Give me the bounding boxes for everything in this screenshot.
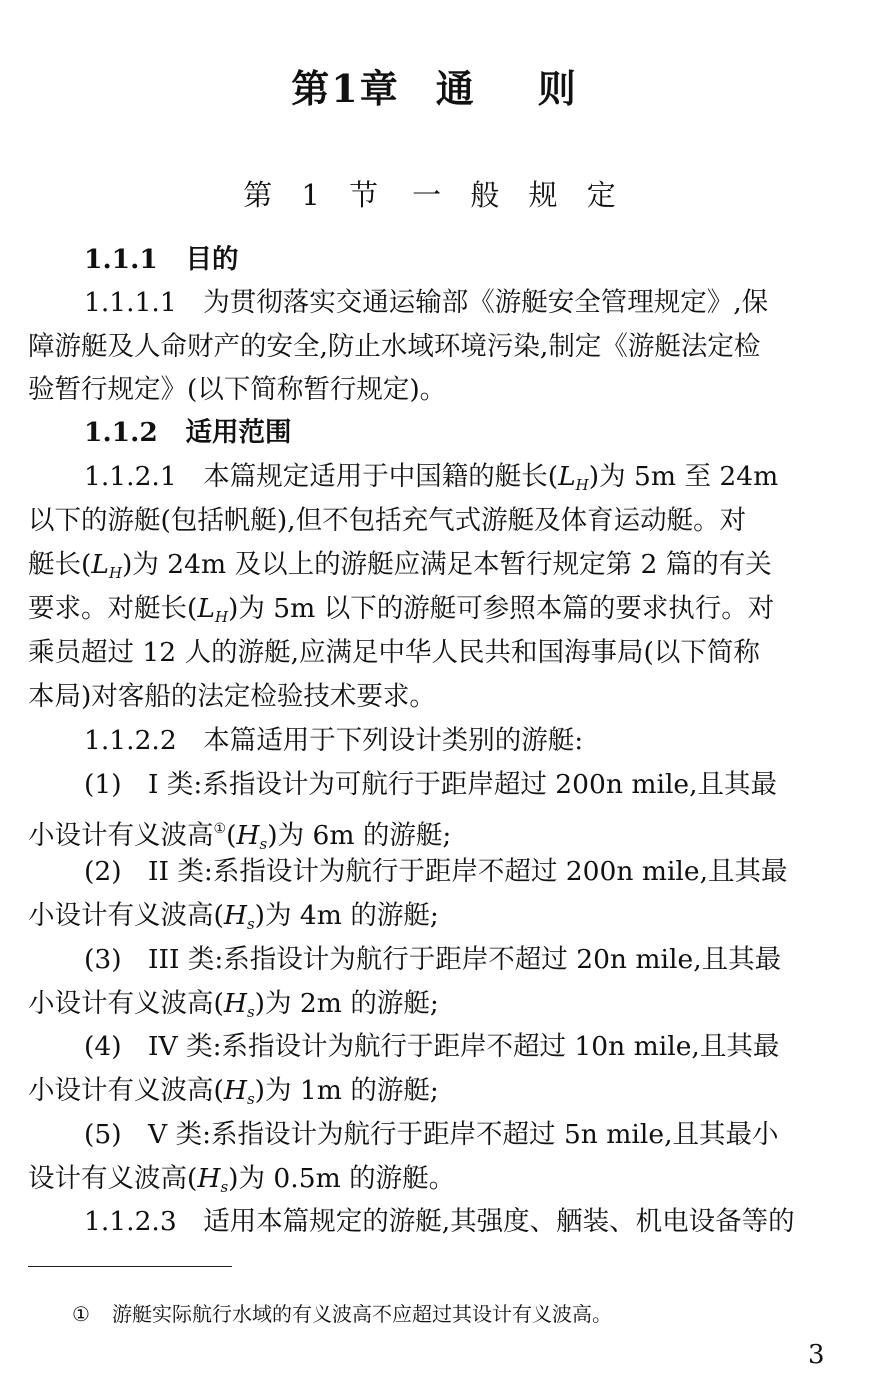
list-item-line: (1) I 类:系指设计为可航行于距岸超过 200n mile,且其最 [84,769,778,800]
page-number: 3 [808,1340,825,1370]
paragraph-line: 1.1.2.2 本篇适用于下列设计类别的游艇: [84,725,584,756]
paragraph-line: 1.1.2.1 本篇规定适用于中国籍的艇长$(L_H)$为 5m 至 24m [84,461,779,494]
list-item-line: 设计有义波高$(H_s)$为 0.5m 的游艇。 [28,1163,456,1196]
paragraph-line: 要求。对艇长$(L_H)$为 5m 以下的游艇可参照本篇的要求执行。对 [28,593,775,626]
list-item-line: 小设计有义波高$(H_s)$为 1m 的游艇; [28,1075,439,1108]
list-item-line: (2) II 类:系指设计为航行于距岸不超过 200n mile,且其最 [84,856,788,887]
chapter-title: 第1章 通 则 [291,66,578,111]
footnote-ref: ① [213,821,227,837]
paragraph-line: 验暂行规定》(以下简称暂行规定)。 [28,374,447,405]
list-item-line: (4) IV 类:系指设计为航行于距岸不超过 10n mile,且其最 [84,1031,780,1062]
heading-1-1-1: 1.1.1 目的 [84,244,239,275]
paragraph-line: 以下的游艇(包括帆艇),但不包括充气式游艇及体育运动艇。对 [28,505,747,536]
list-item-line: (5) V 类:系指设计为航行于距岸不超过 5n mile,且其最小 [84,1119,779,1150]
list-item-line: (3) III 类:系指设计为航行于距岸不超过 20n mile,且其最 [84,944,782,975]
section-title: 第 1 节 一 般 规 定 [243,178,626,212]
paragraph-line: 艇长$(L_H)$为 24m 及以上的游艇应满足本暂行规定第 2 篇的有关 [28,549,772,582]
paragraph-line: 乘员超过 12 人的游艇,应满足中华人民共和国海事局(以下简称 [28,637,760,668]
paragraph-line: 障游艇及人命财产的安全,防止水域环境污染,制定《游艇法定检 [28,331,761,362]
paragraph-line: 1.1.1.1 为贯彻落实交通运输部《游艇安全管理规定》,保 [84,287,769,318]
list-item-line: 小设计有义波高$(H_s)$为 4m 的游艇; [28,900,439,933]
list-item-line: 小设计有义波高$(H_s)$为 2m 的游艇; [28,988,439,1021]
footnote: ① 游艇实际航行水域的有义波高不应超过其设计有义波高。 [72,1302,612,1326]
paragraph-line: 1.1.2.3 适用本篇规定的游艇,其强度、舾装、机电设备等的 [84,1206,795,1237]
footnote-divider [28,1266,232,1267]
paragraph-line: 本局)对客船的法定检验技术要求。 [28,681,436,712]
heading-1-1-2: 1.1.2 适用范围 [84,417,292,448]
list-item-line: 小设计有义波高$^①(H_s)$为 6m 的游艇; [28,820,452,853]
